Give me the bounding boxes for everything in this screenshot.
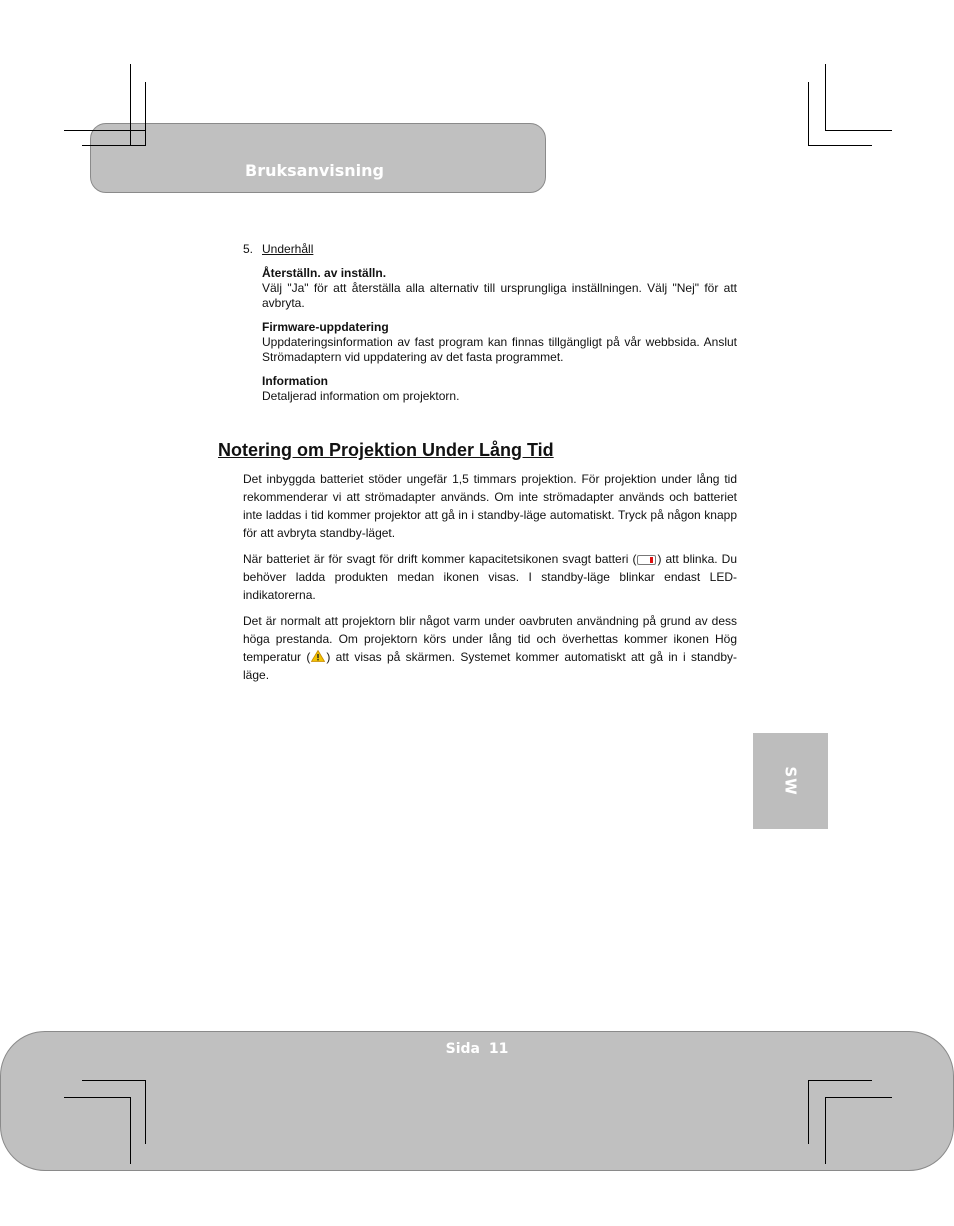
list-item-heading bbox=[243, 242, 737, 257]
crop-mark bbox=[825, 1097, 892, 1098]
crop-mark bbox=[825, 130, 892, 131]
list-entry bbox=[262, 374, 737, 404]
crop-mark bbox=[145, 1080, 146, 1144]
crop-mark bbox=[145, 82, 146, 146]
crop-mark bbox=[808, 1080, 809, 1144]
paragraph bbox=[243, 612, 737, 684]
crop-mark bbox=[808, 1080, 872, 1081]
entry-description: Uppdateringsinformation av fast program kan finnas tillgängligt på vår webbsida. Anslut Strömadaptern vid uppdatering av det fasta programmet. bbox=[262, 335, 737, 364]
entry-title: Information bbox=[262, 374, 328, 388]
list-item-number: 5. bbox=[243, 242, 254, 256]
language-tab-label bbox=[753, 733, 828, 829]
crop-mark bbox=[130, 1097, 131, 1164]
paragraph-text: ) att visas på skärmen. Systemet kommer automatiskt att gå in i standby-läge. bbox=[243, 650, 737, 682]
page-number: Sida 11 bbox=[445, 1041, 509, 1057]
paragraph: Det inbyggda batteriet stöder ungefär 1,5 timmars projektion. För projektion under lång tid rekommenderar vi att strömadapter används. Om inte strömadapter används och batteriet inte laddas i tid kommer projektor att gå in i standby-läge automatiskt. Tryck på någon knapp för att avbryta standby-läget. bbox=[243, 472, 737, 540]
crop-mark bbox=[64, 130, 146, 131]
crop-mark bbox=[64, 1097, 131, 1098]
header-tab bbox=[90, 123, 546, 193]
header-title: Bruksanvisning bbox=[245, 161, 384, 180]
section-title: Notering om Projektion Under Lång Tid bbox=[218, 440, 554, 460]
crop-mark bbox=[825, 64, 826, 130]
crop-mark bbox=[808, 145, 872, 146]
projection-note-section bbox=[218, 439, 738, 684]
entry-title: Återställn. av inställn. bbox=[262, 266, 387, 280]
maintenance-list bbox=[243, 242, 737, 404]
warning-icon bbox=[311, 650, 325, 662]
paragraph-text: ) att blinka. Du behöver ladda produkten medan ikonen visas. I standby-läge blinkar endast LED-indikatorerna. bbox=[243, 552, 737, 602]
crop-mark bbox=[130, 64, 131, 146]
entry-title: Firmware-uppdatering bbox=[262, 320, 389, 334]
language-code: SW bbox=[781, 766, 800, 796]
crop-mark bbox=[82, 145, 146, 146]
crop-mark bbox=[82, 1080, 146, 1081]
list-entry bbox=[262, 320, 737, 365]
crop-mark bbox=[808, 82, 809, 146]
paragraph-text: När batteriet är för svagt för drift kommer kapacitetsikonen svagt batteri ( bbox=[243, 552, 637, 566]
list-item-title: Underhåll bbox=[262, 242, 314, 256]
paragraph bbox=[243, 550, 737, 604]
entry-description: Välj "Ja" för att återställa alla alternativ till ursprungliga inställningen. Välj "Nej" för att avbryta. bbox=[262, 281, 737, 310]
list-entry bbox=[262, 266, 737, 311]
paragraph-text: Det är normalt att projektorn blir något varm under oavbruten användning på grund av dess höga prestanda. Om projektorn körs under lång tid och överhettas kommer ikonen Hög temperatur ( bbox=[243, 614, 737, 664]
low-battery-icon bbox=[637, 555, 656, 565]
entry-description: Detaljerad information om projektorn. bbox=[262, 389, 460, 403]
crop-mark bbox=[825, 1097, 826, 1164]
